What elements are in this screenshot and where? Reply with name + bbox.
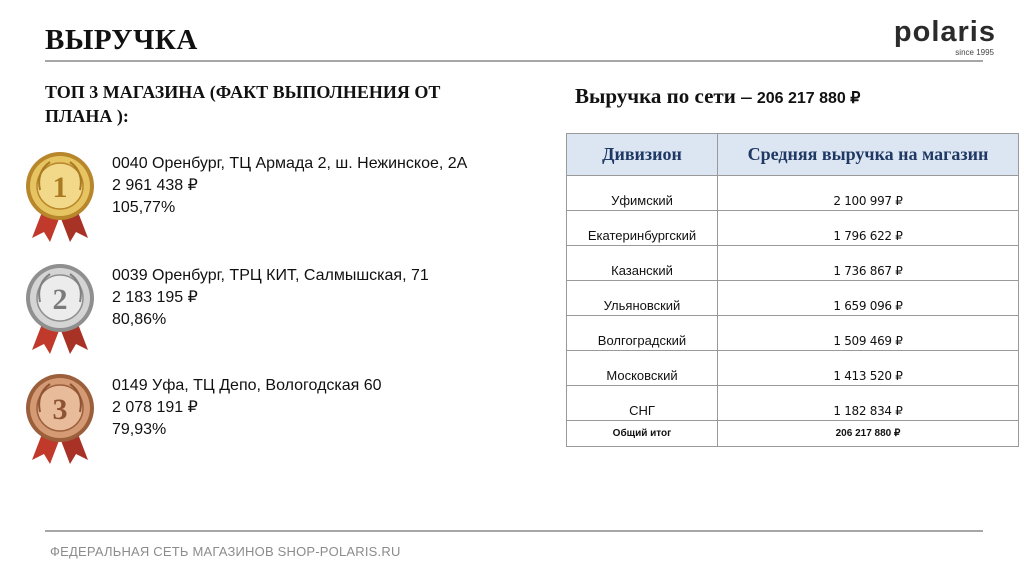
silver-medal-icon — [20, 262, 100, 354]
total-value: 206 217 880 ₽ — [718, 421, 1019, 447]
table-row — [567, 351, 1019, 386]
top-stores-heading: ТОП 3 МАГАЗИНА (ФАКТ ВЫПОЛНЕНИЯ ОТ ПЛАНА ): — [45, 82, 441, 126]
division-avg-revenue: 1 413 520 ₽ — [718, 351, 1019, 386]
store-revenue: 2 078 191 ₽ — [112, 399, 198, 416]
division-name: Волгоградский — [567, 316, 718, 351]
division-avg-revenue: 1 509 469 ₽ — [718, 316, 1019, 351]
store-revenue: 2 183 195 ₽ — [112, 289, 198, 306]
table-row — [567, 386, 1019, 421]
division-name: Уфимский — [567, 176, 718, 211]
division-avg-revenue: 1 659 096 ₽ — [718, 281, 1019, 316]
logo-since: since 1995 — [955, 48, 994, 57]
store-percent: 105,77% — [112, 199, 176, 216]
store-revenue: 2 961 438 ₽ — [112, 177, 198, 194]
total-label: Общий итог — [567, 421, 718, 447]
network-revenue-value: 206 217 880 ₽ — [756, 90, 861, 107]
top-store-3 — [0, 372, 560, 472]
store-address: 0040 Оренбург, ТЦ Армада 2, ш. Нежинское, 2А — [112, 155, 468, 172]
division-name: Ульяновский — [567, 281, 718, 316]
footer-divider — [45, 530, 983, 532]
medal-rank: 1 — [52, 171, 68, 204]
table-header-row — [567, 134, 1019, 176]
polaris-logo — [846, 16, 996, 57]
top-store-1 — [0, 150, 560, 250]
table-row — [567, 281, 1019, 316]
table-row — [567, 211, 1019, 246]
network-revenue — [575, 84, 860, 109]
store-percent: 80,86% — [112, 311, 167, 328]
table-header-avg-revenue: Средняя выручка на магазин — [718, 134, 1019, 176]
division-avg-revenue: 1 182 834 ₽ — [718, 386, 1019, 421]
division-revenue-table — [566, 133, 1019, 447]
network-revenue-label: Выручка по сети – — [575, 84, 757, 108]
division-avg-revenue: 2 100 997 ₽ — [718, 176, 1019, 211]
top-store-2 — [0, 262, 560, 362]
medal-rank: 2 — [52, 283, 68, 316]
division-name: СНГ — [567, 386, 718, 421]
medal-rank: 3 — [52, 393, 68, 426]
header-divider — [45, 60, 983, 62]
division-avg-revenue: 1 736 867 ₽ — [718, 246, 1019, 281]
table-row — [567, 176, 1019, 211]
logo-brand: polaris — [893, 16, 996, 48]
footer-text: ФЕДЕРАЛЬНАЯ СЕТЬ МАГАЗИНОВ SHOP-POLARIS.RU — [50, 544, 401, 559]
division-name: Московский — [567, 351, 718, 386]
division-name: Екатеринбургский — [567, 211, 718, 246]
table-row — [567, 316, 1019, 351]
gold-medal-icon — [20, 150, 100, 242]
store-address: 0039 Оренбург, ТРЦ КИТ, Салмышская, 71 — [112, 267, 429, 284]
division-avg-revenue: 1 796 622 ₽ — [718, 211, 1019, 246]
page-title: ВЫРУЧКА — [45, 24, 198, 56]
division-name: Казанский — [567, 246, 718, 281]
store-percent: 79,93% — [112, 421, 167, 438]
store-address: 0149 Уфа, ТЦ Депо, Вологодская 60 — [112, 377, 382, 394]
table-total-row — [567, 421, 1019, 447]
table-row — [567, 246, 1019, 281]
table-header-division: Дивизион — [567, 134, 718, 176]
bronze-medal-icon — [20, 372, 100, 464]
